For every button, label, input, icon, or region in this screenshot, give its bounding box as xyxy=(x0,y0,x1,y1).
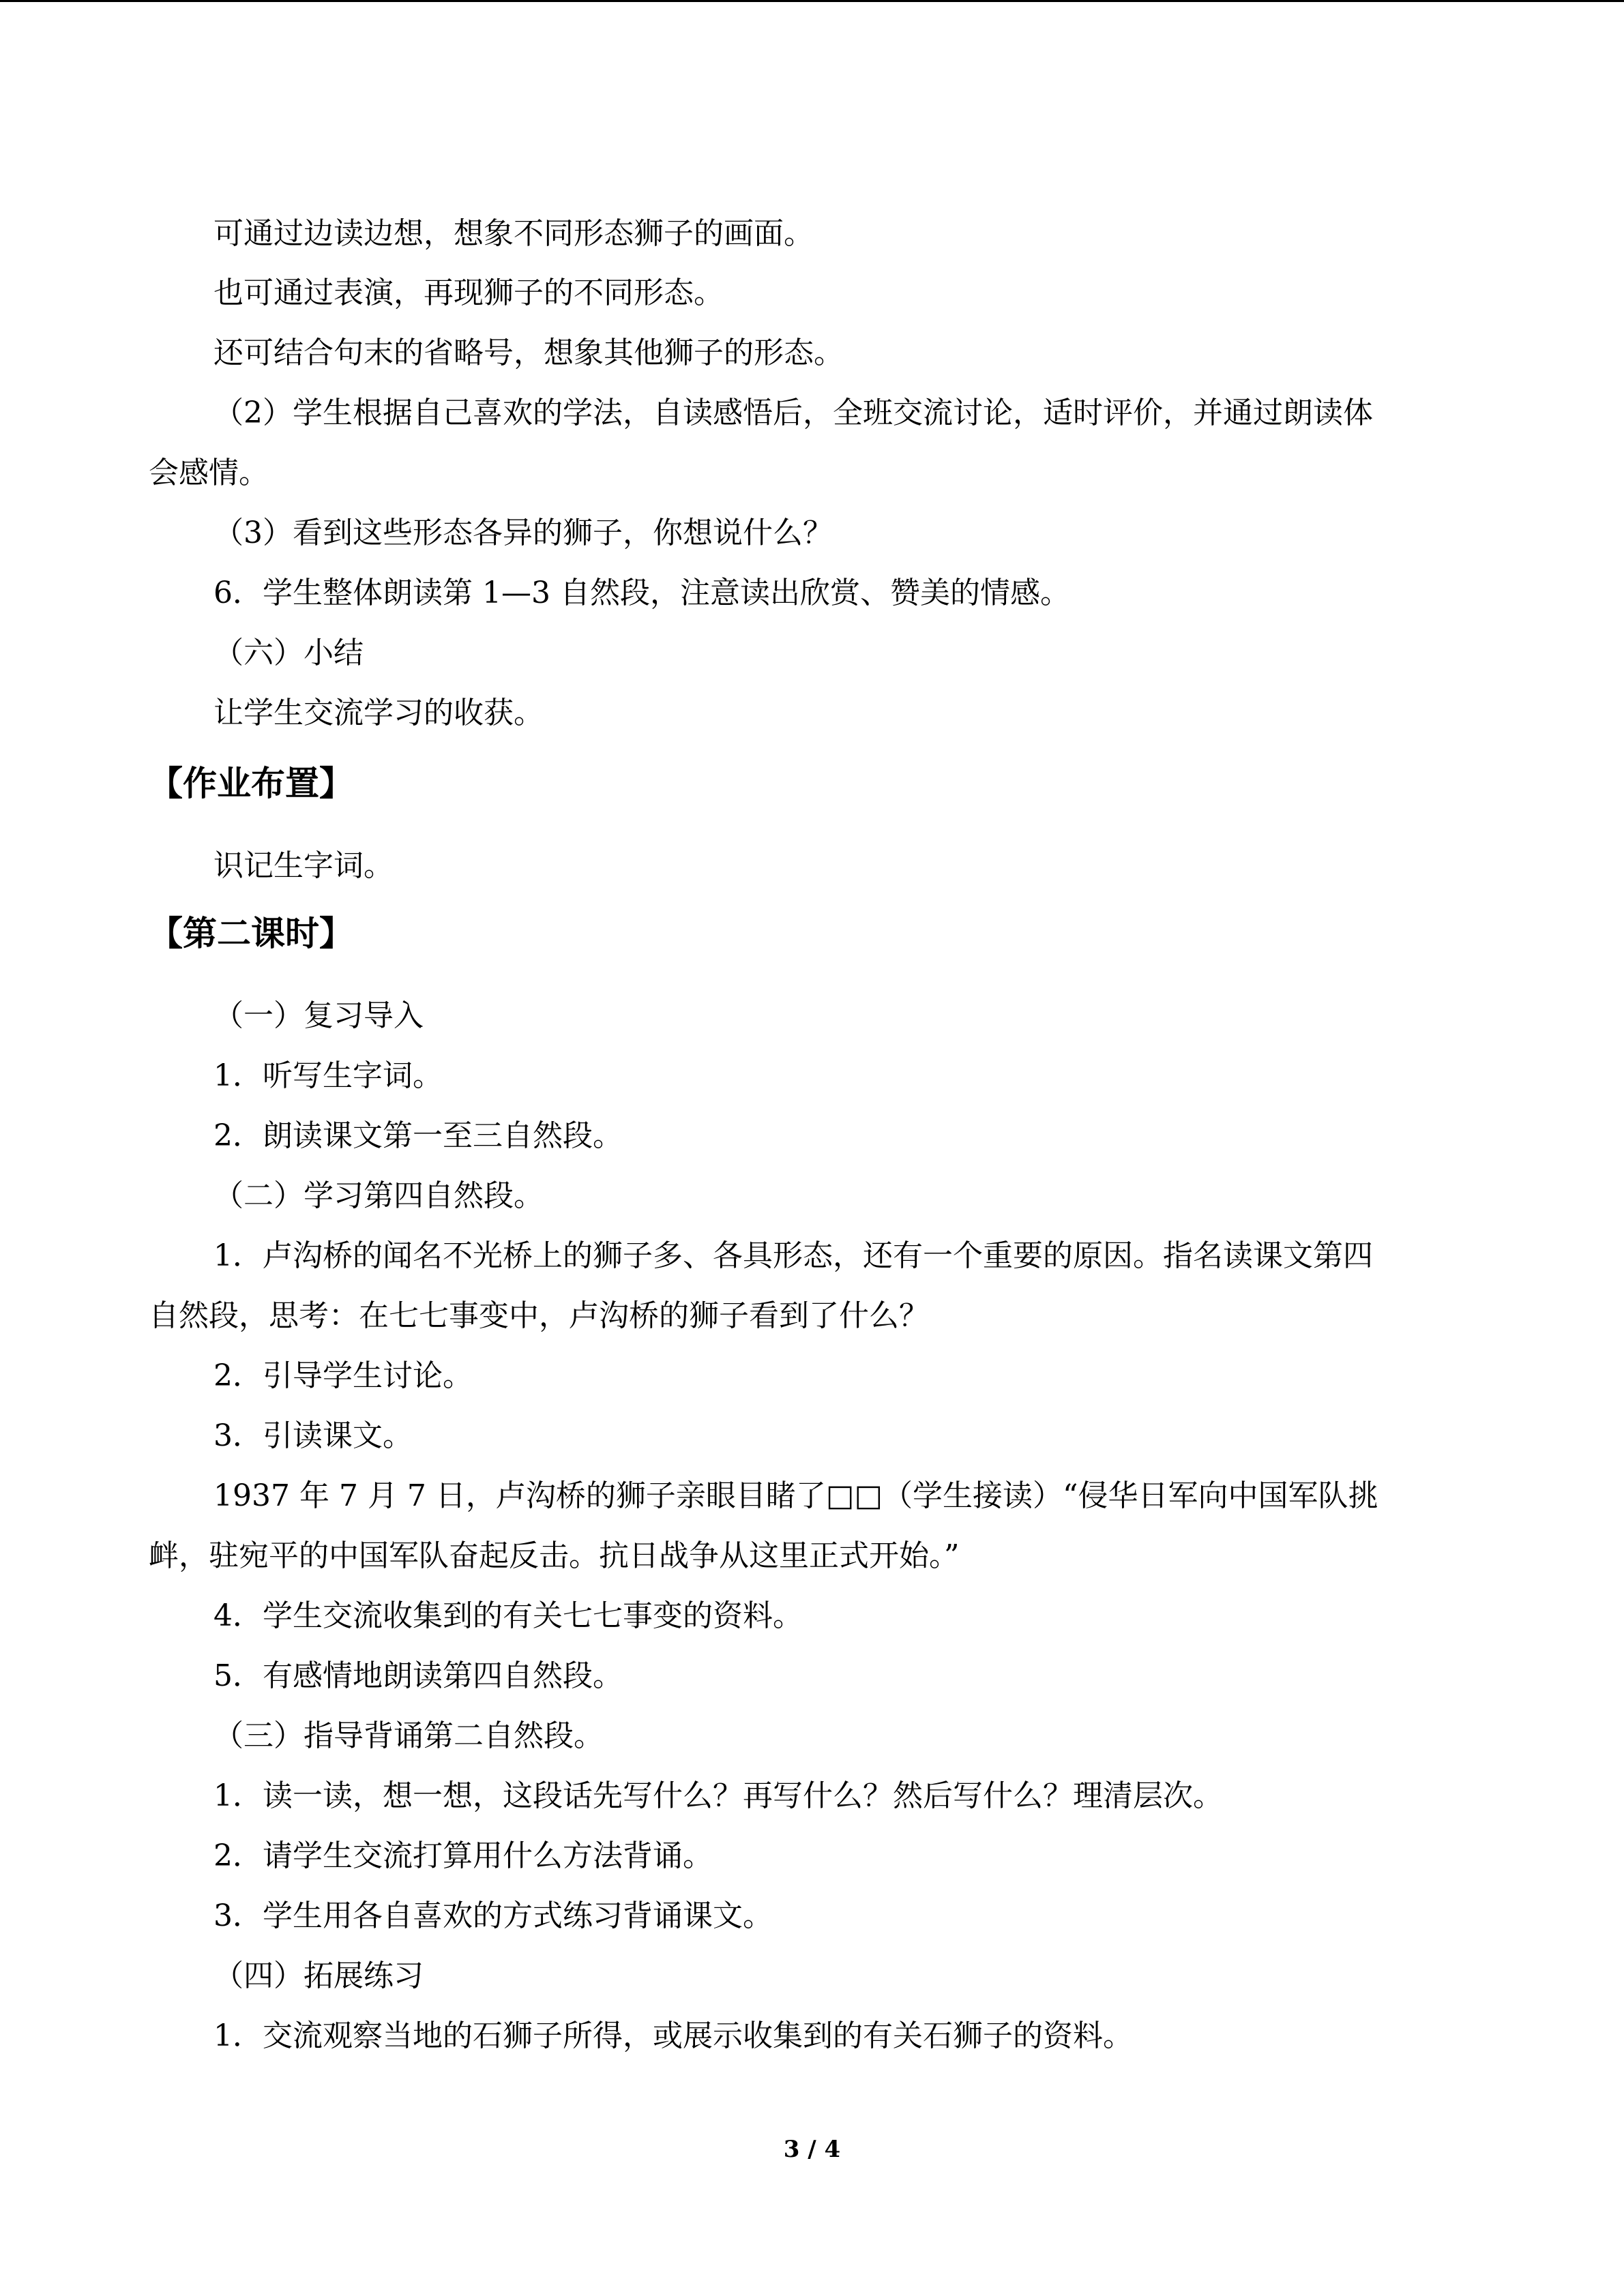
text-line: 2．朗读课文第一至三自然段。 xyxy=(213,1118,623,1153)
section-heading-second-lesson: 【第二课时】 xyxy=(149,913,353,953)
text-line: 让学生交流学习的收获。 xyxy=(213,696,544,730)
text-line: （一）复习导入 xyxy=(213,998,424,1033)
text-line: 可通过边读边想，想象不同形态狮子的画面。 xyxy=(213,216,814,251)
text-line: 2．引导学生讨论。 xyxy=(213,1358,473,1393)
text-line: 3．学生用各自喜欢的方式练习背诵课文。 xyxy=(213,1898,773,1933)
page-top-border xyxy=(0,0,1624,2)
text-line: 1．交流观察当地的石狮子所得，或展示收集到的有关石狮子的资料。 xyxy=(213,2018,1133,2053)
text-line: 4．学生交流收集到的有关七七事变的资料。 xyxy=(213,1598,803,1633)
text-line: 还可结合句末的省略号，想象其他狮子的形态。 xyxy=(213,336,844,370)
text-line: 1．读一读，想一想，这段话先写什么？再写什么？然后写什么？理清层次。 xyxy=(213,1778,1223,1813)
text-line: 3．引读课文。 xyxy=(213,1418,413,1453)
text-line: 2．请学生交流打算用什么方法背诵。 xyxy=(213,1838,713,1873)
text-line: 会感情。 xyxy=(149,456,269,490)
text-line: （2）学生根据自己喜欢的学法，自读感悟后，全班交流讨论，适时评价，并通过朗读体 xyxy=(213,396,1373,430)
text-line: 1937 年 7 月 7 日，卢沟桥的狮子亲眼目睹了□□（学生接读）“侵华日军向中国军队挑 xyxy=(213,1478,1378,1513)
text-line: 1．卢沟桥的闻名不光桥上的狮子多、各具形态，还有一个重要的原因。指名读课文第四 xyxy=(213,1238,1373,1273)
text-line: （三）指导背诵第二自然段。 xyxy=(213,1718,604,1753)
text-line: （3）看到这些形态各异的狮子，你想说什么？ xyxy=(213,516,833,550)
text-line: （四）拓展练习 xyxy=(213,1958,424,1993)
text-line: 衅，驻宛平的中国军队奋起反击。抗日战争从这里正式开始。” xyxy=(149,1538,960,1573)
text-line: 自然段，思考：在七七事变中，卢沟桥的狮子看到了什么？ xyxy=(149,1298,929,1333)
page-number: 3 / 4 xyxy=(783,2136,841,2163)
text-line: 也可通过表演，再现狮子的不同形态。 xyxy=(213,275,724,310)
text-line: 5．有感情地朗读第四自然段。 xyxy=(213,1658,623,1693)
text-line: 识记生字词。 xyxy=(213,848,394,883)
text-line: （二）学习第四自然段。 xyxy=(213,1178,544,1213)
section-heading-homework: 【作业布置】 xyxy=(149,763,353,803)
text-line: （六）小结 xyxy=(213,636,364,670)
text-line: 6．学生整体朗读第 1—3 自然段，注意读出欣赏、赞美的情感。 xyxy=(213,576,1070,610)
text-line: 1．听写生字词。 xyxy=(213,1058,443,1093)
